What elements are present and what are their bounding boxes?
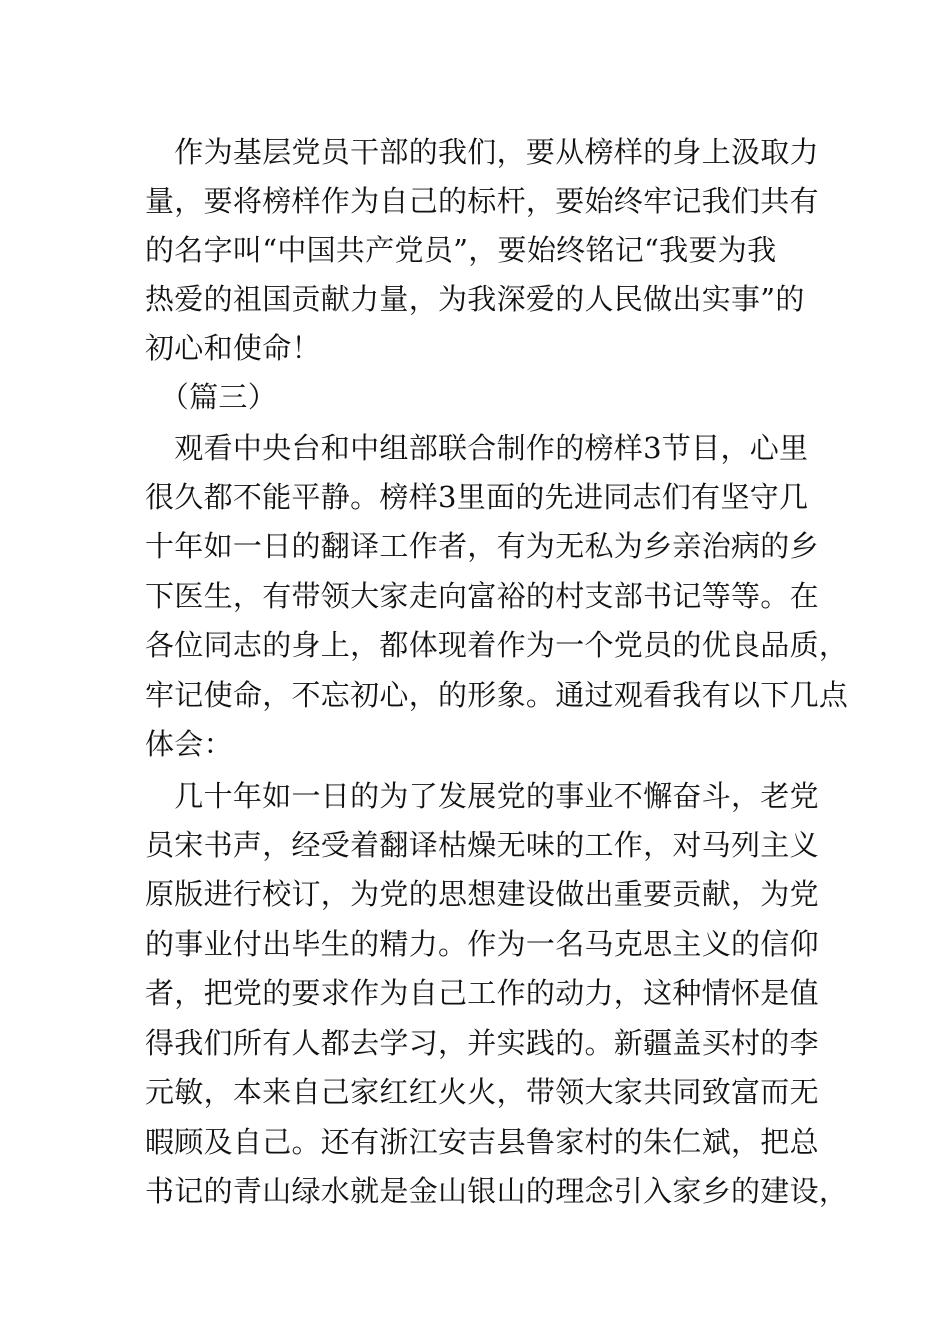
text-line: 员宋书声，经受着翻译枯燥无味的工作，对马列主义	[145, 828, 819, 862]
text-line: 暇顾及自己。还有浙江安吉县鲁家村的朱仁斌，把总	[145, 1125, 819, 1159]
text-line: 的名字叫“中国共产党员”，要始终铭记“我要为我	[145, 233, 777, 267]
text-line: 量，要将榜样作为自己的标杆，要始终牢记我们共有	[145, 184, 819, 218]
text-line: 书记的青山绿水就是金山银山的理念引入家乡的建设，	[145, 1174, 849, 1208]
text-line: 很久都不能平静。榜样3里面的先进同志们有坚守几	[145, 480, 809, 514]
text-line: 作为基层党员干部的我们，要从榜样的身上汲取力	[145, 135, 819, 169]
text-line: 十年如一日的翻译工作者，有为无私为乡亲治病的乡	[145, 529, 819, 563]
text-line: 原版进行校订，为党的思想建设做出重要贡献，为党	[145, 877, 819, 911]
text-line: 观看中央台和中组部联合制作的榜样3节目，心里	[145, 431, 809, 465]
text-line: 几十年如一日的为了发展党的事业不懈奋斗，老党	[145, 779, 819, 813]
text-line: 者，把党的要求作为自己工作的动力，这种情怀是值	[145, 976, 819, 1010]
text-line: 牢记使命，不忘初心，的形象。通过观看我有以下几点	[145, 678, 849, 712]
section-heading: （篇三）	[145, 380, 278, 414]
text-line: 元敏，本来自己家红红火火，带领大家共同致富而无	[145, 1075, 819, 1109]
text-line: 得我们所有人都去学习，并实践的。新疆盖买村的李	[145, 1026, 819, 1060]
text-line: 的事业付出毕生的精力。作为一名马克思主义的信仰	[145, 927, 819, 961]
text-line: 体会：	[145, 727, 233, 761]
text-line: 初心和使命！	[145, 331, 321, 365]
text-line: 各位同志的身上，都体现着作为一个党员的优良品质，	[145, 628, 849, 662]
text-line: 热爱的祖国贡献力量，为我深爱的人民做出实事”的	[145, 282, 805, 316]
text-line: 下医生，有带领大家走向富裕的村支部书记等等。在	[145, 579, 819, 613]
